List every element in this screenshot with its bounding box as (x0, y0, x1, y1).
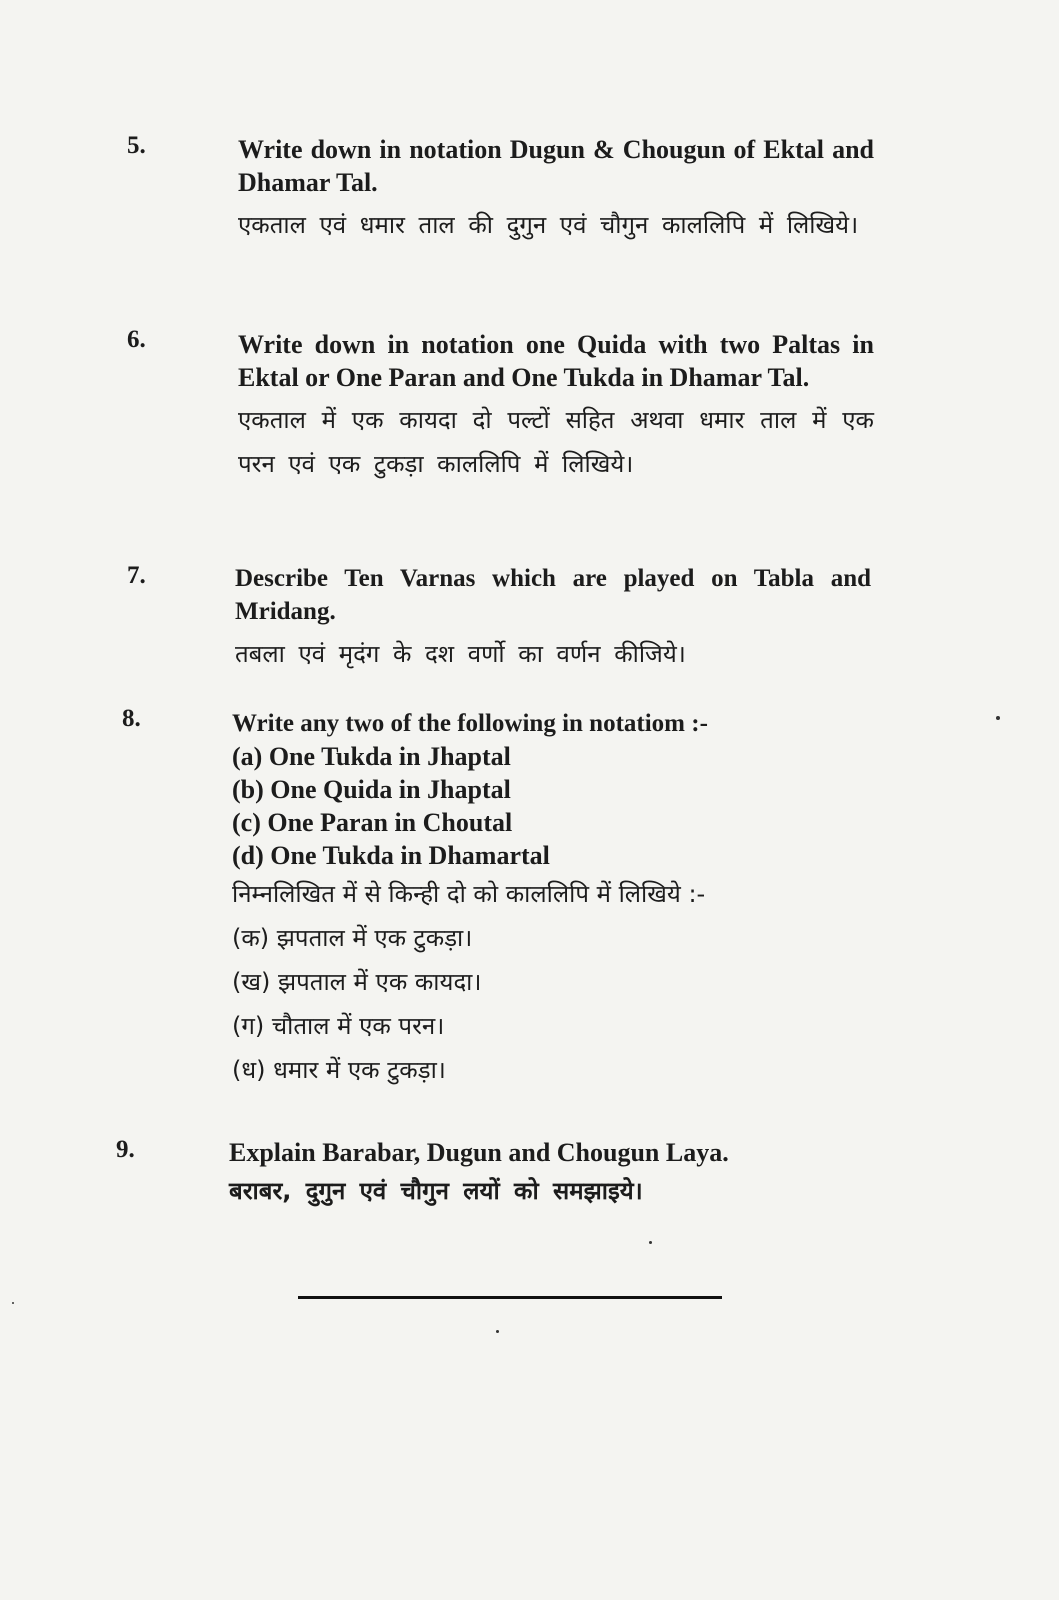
question-text-english: Explain Barabar, Dugun and Chougun Laya. (229, 1138, 729, 1167)
question-text-hindi: एकताल में एक कायदा दो पल्टों सहित अथवा धमार ताल में एक परन एवं एक टुकड़ा काललिपि में लिखिये। (238, 406, 874, 478)
question-text-english: Write down in notation Dugun & Chougun of Ektal and Dhamar Tal. (238, 135, 874, 197)
option-hindi-ga: (ग) चौताल में एक परन। (232, 1012, 445, 1040)
option-english-d: (d) One Tukda in Dhamartal (232, 841, 550, 870)
option-hindi-dha: (ध) धमार में एक टुकड़ा। (232, 1056, 446, 1084)
option-hindi-kha: (ख) झपताल में एक कायदा। (232, 968, 482, 996)
question-text-english: Write any two of the following in notatiom :- (232, 710, 708, 737)
question-text-hindi: निम्नलिखित में से किन्ही दो को काललिपि में लिखिये :- (232, 880, 706, 908)
question-number: 8. (122, 705, 141, 732)
option-english-c: (c) One Paran in Choutal (232, 808, 513, 837)
question-text-hindi: एकताल एवं धमार ताल की दुगुन एवं चौगुन काललिपि में लिखिये। (238, 211, 859, 239)
scan-speck (649, 1241, 652, 1244)
scan-speck (496, 1330, 499, 1333)
question-body (232, 707, 868, 1092)
question-number: 6. (127, 326, 146, 353)
question-text-english: Describe Ten Varnas which are played on Tabla and Mridang. (235, 565, 871, 625)
scan-speck (12, 1302, 14, 1304)
question-body (235, 562, 871, 676)
question-text-hindi: तबला एवं मृदंग के दश वर्णो का वर्णन कीजिये। (235, 640, 686, 668)
scan-speck (996, 716, 1000, 720)
end-of-paper-rule (298, 1296, 722, 1299)
question-body (229, 1136, 829, 1213)
question-number: 5. (127, 132, 146, 159)
question-number: 7. (127, 562, 146, 589)
question-text-english: Write down in notation one Quida with two Paltas in Ektal or One Paran and One Tukda in Dhamar Tal. (238, 330, 874, 392)
option-english-a: (a) One Tukda in Jhaptal (232, 742, 511, 771)
option-english-b: (b) One Quida in Jhaptal (232, 775, 511, 804)
question-text-hindi: बराबर, दुगुन एवं चौगुन लयों को समझाइये। (229, 1177, 643, 1205)
question-number: 9. (116, 1136, 135, 1163)
option-hindi-ka: (क) झपताल में एक टुकड़ा। (232, 924, 473, 952)
question-body (238, 328, 874, 486)
question-body (238, 133, 874, 247)
